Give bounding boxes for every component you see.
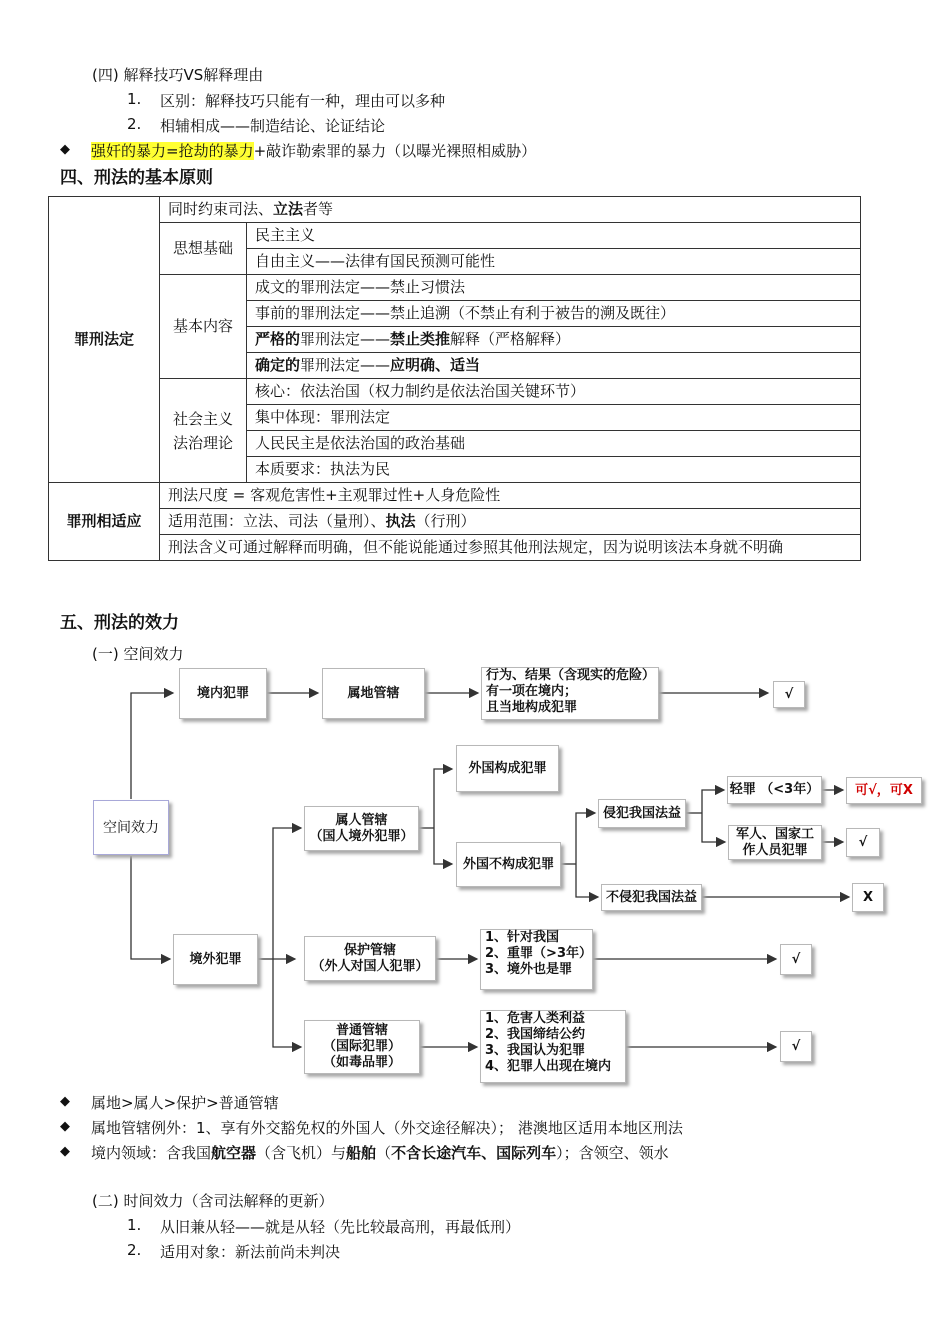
table-cell: 刑法含义可通过解释而明确，但不能说能通过参照其他刑法规定，因为说明该法本身就不明确: [160, 535, 861, 561]
light-crime-node: 轻罪 （<3年）: [727, 776, 822, 804]
highlight-text: 强奸的暴力=抢劫的暴力: [91, 142, 254, 160]
bullet-territory: [91, 1142, 669, 1163]
node-line: 军人、国家工: [735, 826, 814, 842]
bold-text: 船舶: [346, 1144, 377, 1162]
node-line: （国际犯罪）: [322, 1039, 401, 1054]
foreign-not-crime-node: 外国不构成犯罪: [456, 842, 561, 887]
table-cell: 刑法尺度 = 客观危害性+主观罪过性+人身危险性: [160, 483, 861, 509]
condition-line: 2、我国缔结公约: [485, 1027, 586, 1042]
condition-line: 3、境外也是罪: [485, 962, 573, 977]
optional-yes: 可√，: [855, 782, 890, 798]
overseas-node: 境外犯罪: [173, 934, 258, 985]
infringe-node: 侵犯我国法益: [598, 799, 686, 828]
diamond-bullet-icon: ◆: [60, 1094, 70, 1109]
label-line: 社会主义: [172, 409, 233, 428]
not-infringe-node: 不侵犯我国法益: [601, 884, 702, 911]
check-icon: √: [846, 828, 880, 857]
table-cell: 民主主义: [247, 223, 861, 249]
node-line: 属人管辖: [335, 812, 388, 828]
cell-bold-text: 应明确、适当: [390, 356, 481, 374]
list-item: 从旧兼从轻——就是从轻（先比较最高刑，再最低刑）: [160, 1218, 521, 1236]
node-line: （外人对国人犯罪）: [311, 958, 429, 974]
subsection-title: (二) 时间效力（含司法解释的更新）: [92, 1192, 334, 1210]
text: （含飞机）与: [256, 1144, 347, 1162]
cell-text: 者等: [303, 200, 334, 218]
personal-node: [304, 806, 419, 851]
cross-icon: X: [852, 883, 884, 912]
check-icon: √: [780, 1031, 812, 1062]
bold-text: 航空器: [211, 1144, 257, 1162]
table-cell: 核心：依法治国（权力制约是依法治国关键环节）: [247, 379, 861, 405]
bullet-exceptions: 属地管辖例外：1、享有外交豁免权的外国人（外交途径解决）； 港澳地区适用本地区刑法: [91, 1119, 683, 1137]
universal-conditions: [480, 1010, 626, 1083]
military-node: [728, 825, 822, 860]
condition-line: 1、针对我国: [485, 930, 560, 945]
diamond-bullet-icon: ◆: [60, 142, 70, 157]
text: 境内领域：含我国: [91, 1144, 212, 1162]
section-title: 四、刑法的基本原则: [60, 168, 213, 188]
check-icon: √: [773, 681, 805, 708]
condition-line: 1、危害人类利益: [485, 1011, 586, 1026]
cell-text: （行刑）: [415, 512, 476, 530]
optional-no: 可X: [889, 782, 913, 798]
list-item: 区别：解释技巧只能有一种，理由可以多种: [160, 92, 446, 110]
thought-label: 思想基础: [160, 223, 247, 275]
node-line: 保护管辖: [343, 942, 396, 958]
cell-text: 罪刑法定——: [300, 356, 391, 374]
content-label: 基本内容: [160, 275, 247, 379]
node-line: 作人员犯罪: [742, 842, 808, 858]
node-line: （如毒品罪）: [322, 1055, 401, 1070]
list-number: 2.: [127, 115, 142, 133]
foreign-crime-node: 外国构成犯罪: [456, 745, 559, 792]
cell-bold-text: 立法: [273, 200, 304, 218]
subsection-title: (一) 空间效力: [92, 645, 184, 663]
bullet-priority: 属地>属人>保护>普通管辖: [91, 1094, 279, 1112]
cell-text: 同时约束司法、: [168, 200, 274, 218]
condition-line: 有一项在境内；: [486, 684, 578, 699]
text: （: [376, 1144, 392, 1162]
diamond-bullet-icon: ◆: [60, 1144, 70, 1159]
domestic-node: 境内犯罪: [179, 668, 267, 719]
root-node: 空间效力: [93, 800, 169, 855]
proportion-label: 罪刑相适应: [49, 483, 160, 561]
table-cell: 人民民主是依法治国的政治基础: [247, 431, 861, 457]
bold-text: 不含长途汽车、国际列车: [391, 1144, 557, 1162]
territorial-node: 属地管辖: [322, 668, 425, 719]
universal-node: [304, 1020, 420, 1074]
optional-node: [846, 777, 922, 804]
list-item: 适用对象：新法前尚未判决: [160, 1243, 341, 1261]
list-item: 相辅相成——制造结论、论证结论: [160, 117, 386, 135]
table-cell: 成文的罪刑法定——禁止习惯法: [247, 275, 861, 301]
cell-bold-text: 执法: [385, 512, 416, 530]
legality-label: 罪刑法定: [49, 197, 160, 483]
cell-text: 罪刑法定——: [300, 330, 391, 348]
cell-bold-text: 禁止类推: [390, 330, 451, 348]
condition-line: 且当地构成犯罪: [486, 700, 578, 715]
protective-node: [304, 936, 436, 981]
table-cell: 本质要求：执法为民: [247, 457, 861, 483]
list-number: 2.: [127, 1241, 142, 1259]
cell-bold-text: 确定的: [255, 356, 301, 374]
list-number: 1.: [127, 1216, 142, 1234]
check-icon: √: [780, 944, 812, 975]
condition-line: 2、重罪（>3年）: [485, 946, 592, 961]
label-line: 法治理论: [172, 433, 233, 452]
text: ）；含领空、领水: [556, 1144, 669, 1162]
condition-line: 3、我国认为犯罪: [485, 1043, 586, 1058]
node-line: 普通管辖: [335, 1023, 388, 1038]
condition-line: 4、犯罪人出现在境内: [485, 1059, 612, 1074]
table-cell: 事前的罪刑法定——禁止追溯（不禁止有利于被告的溯及既往）: [247, 301, 861, 327]
diamond-bullet-icon: ◆: [60, 1119, 70, 1134]
cell-text: 解释（严格解释）: [450, 330, 571, 348]
heading-interpretation: (四) 解释技巧VS解释理由: [92, 66, 264, 84]
territorial-conditions: [481, 667, 659, 720]
list-number: 1.: [127, 90, 142, 108]
condition-line: 行为、结果（含现实的危险）: [486, 668, 656, 683]
cell-bold-text: 严格的: [255, 330, 301, 348]
bullet-text: +敲诈勒索罪的暴力（以曝光裸照相威胁）: [253, 142, 537, 160]
protective-conditions: [480, 929, 593, 990]
table-cell: 集中体现：罪刑法定: [247, 405, 861, 431]
cell-text: 适用范围：立法、司法（量刑）、: [168, 512, 386, 530]
table-cell: 自由主义——法律有国民预测可能性: [247, 249, 861, 275]
node-line: （国人境外犯罪）: [309, 828, 414, 844]
section-title: 五、刑法的效力: [60, 613, 179, 633]
